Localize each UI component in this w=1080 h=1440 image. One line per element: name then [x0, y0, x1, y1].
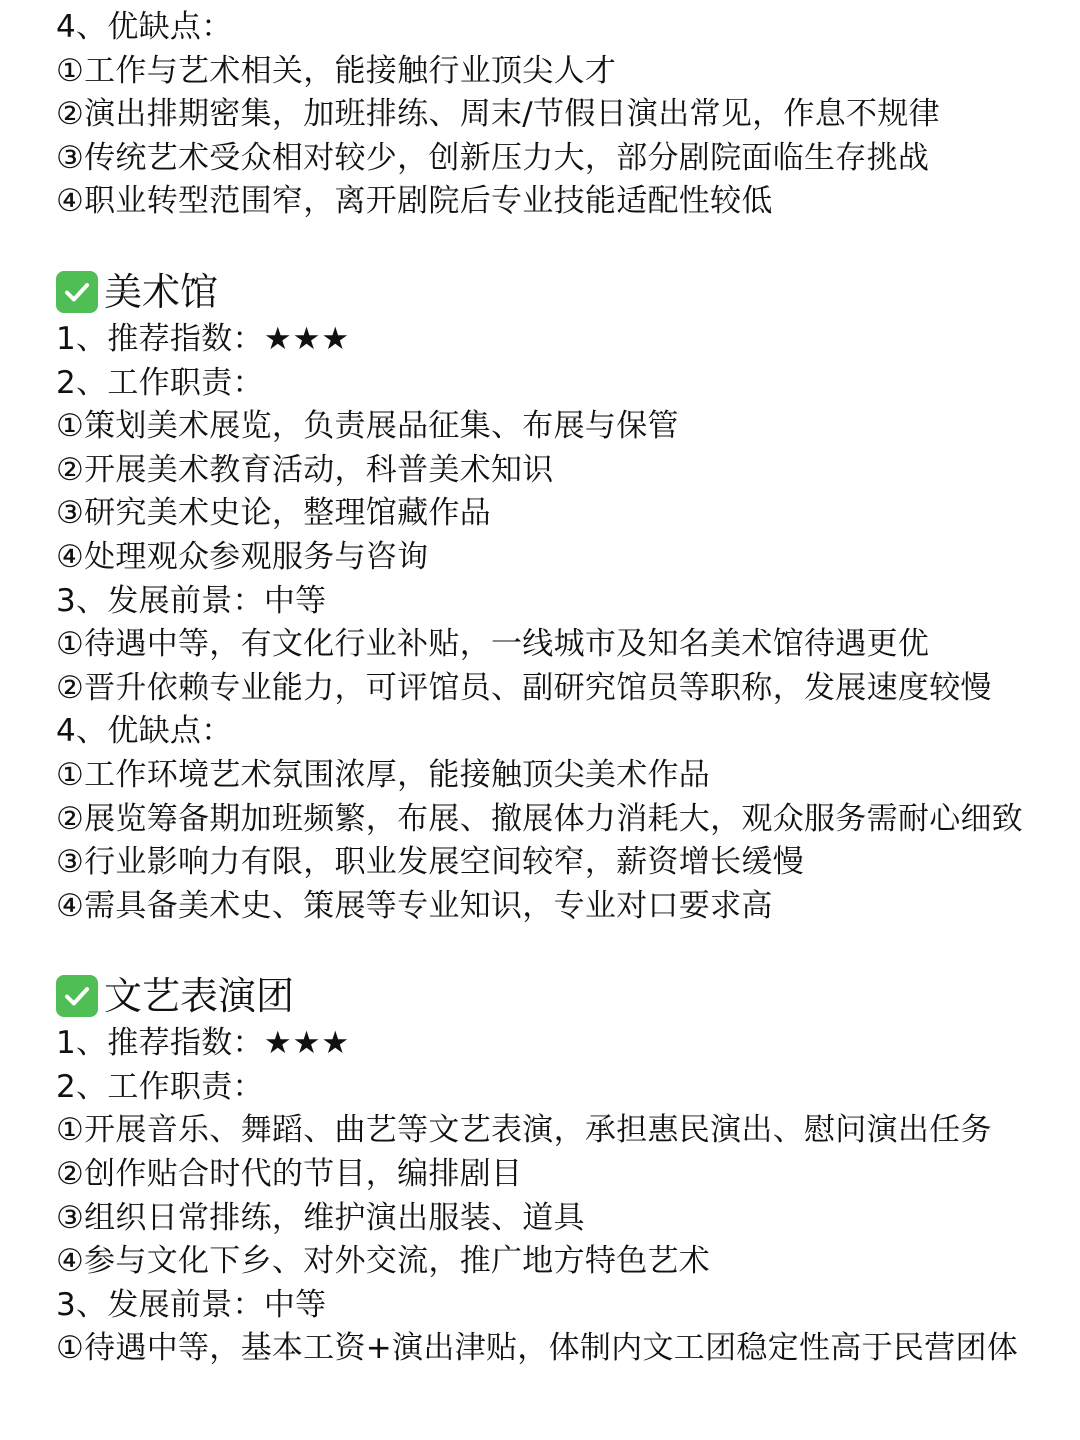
museum-duty-3: ③研究美术史论，整理馆藏作品 [56, 495, 491, 532]
intro-item-3: ③传统艺术受众相对较少，创新压力大，部分剧院面临生存挑战 [56, 139, 930, 176]
intro-item-2: ②演出排期密集，加班排练、周末/节假日演出常见，作息不规律 [56, 96, 940, 133]
troupe-duties-heading: 2、工作职责： [56, 1068, 264, 1105]
troupe-duty-3: ③组织日常排练，维护演出服装、道具 [56, 1199, 585, 1236]
museum-rating-stars: ★★★ [263, 320, 351, 357]
troupe-rating-stars: ★★★ [263, 1025, 351, 1062]
troupe-section-title [56, 970, 1036, 1022]
section-gap [56, 928, 1036, 970]
museum-prospect-2: ②晋升依赖专业能力，可评馆员、副研究馆员等职称，发展速度较慢 [56, 669, 992, 706]
section-gap [56, 224, 1036, 266]
troupe-duty-1: ①开展音乐、舞蹈、曲艺等文艺表演，承担惠民演出、慰问演出任务 [56, 1112, 992, 1149]
museum-prospect-1: ①待遇中等，有文化行业补贴，一线城市及知名美术馆待遇更优 [56, 626, 930, 663]
troupe-title-text: 文艺表演团 [104, 974, 295, 1019]
museum-prospect-heading: 3、发展前景：中等 [56, 582, 327, 619]
museum-proscons-heading: 4、优缺点： [56, 713, 233, 750]
museum-rating-label: 1、推荐指数： [56, 320, 264, 357]
troupe-duty-2: ②创作贴合时代的节目，编排剧目 [56, 1156, 523, 1193]
museum-title-text: 美术馆 [104, 269, 219, 314]
museum-duty-4: ④处理观众参观服务与咨询 [56, 538, 429, 575]
intro-proscons-heading: 4、优缺点： [56, 9, 233, 45]
museum-proscons-1: ①工作环境艺术氛围浓厚，能接触顶尖美术作品 [56, 756, 711, 793]
museum-proscons-4: ④需具备美术史、策展等专业知识，专业对口要求高 [56, 887, 773, 924]
intro-item-4: ④职业转型范围窄，离开剧院后专业技能适配性较低 [56, 183, 773, 220]
intro-item-1: ①工作与艺术相关，能接触行业顶尖人才 [56, 52, 617, 89]
troupe-duty-4: ④参与文化下乡、对外交流，推广地方特色艺术 [56, 1243, 711, 1280]
troupe-prospect-heading: 3、发展前景：中等 [56, 1286, 327, 1323]
museum-proscons-2: ②展览筹备期加班频繁，布展、撤展体力消耗大，观众服务需耐心细致 [56, 800, 1024, 837]
troupe-prospect-1: ①待遇中等，基本工资+演出津贴，体制内文工团稳定性高于民营团体 [56, 1330, 1019, 1367]
museum-proscons-3: ③行业影响力有限，职业发展空间较窄，薪资增长缓慢 [56, 844, 804, 881]
museum-duty-1: ①策划美术展览，负责展品征集、布展与保管 [56, 408, 679, 445]
museum-section-title [56, 266, 1036, 318]
museum-duties-heading: 2、工作职责： [56, 364, 264, 401]
museum-duty-2: ②开展美术教育活动，科普美术知识 [56, 451, 554, 488]
troupe-rating-label: 1、推荐指数： [56, 1025, 264, 1062]
check-mark-icon [56, 975, 98, 1017]
article-page [56, 6, 1036, 1371]
check-mark-icon [56, 271, 98, 313]
troupe-rating [56, 1022, 1036, 1066]
museum-rating [56, 318, 1036, 362]
